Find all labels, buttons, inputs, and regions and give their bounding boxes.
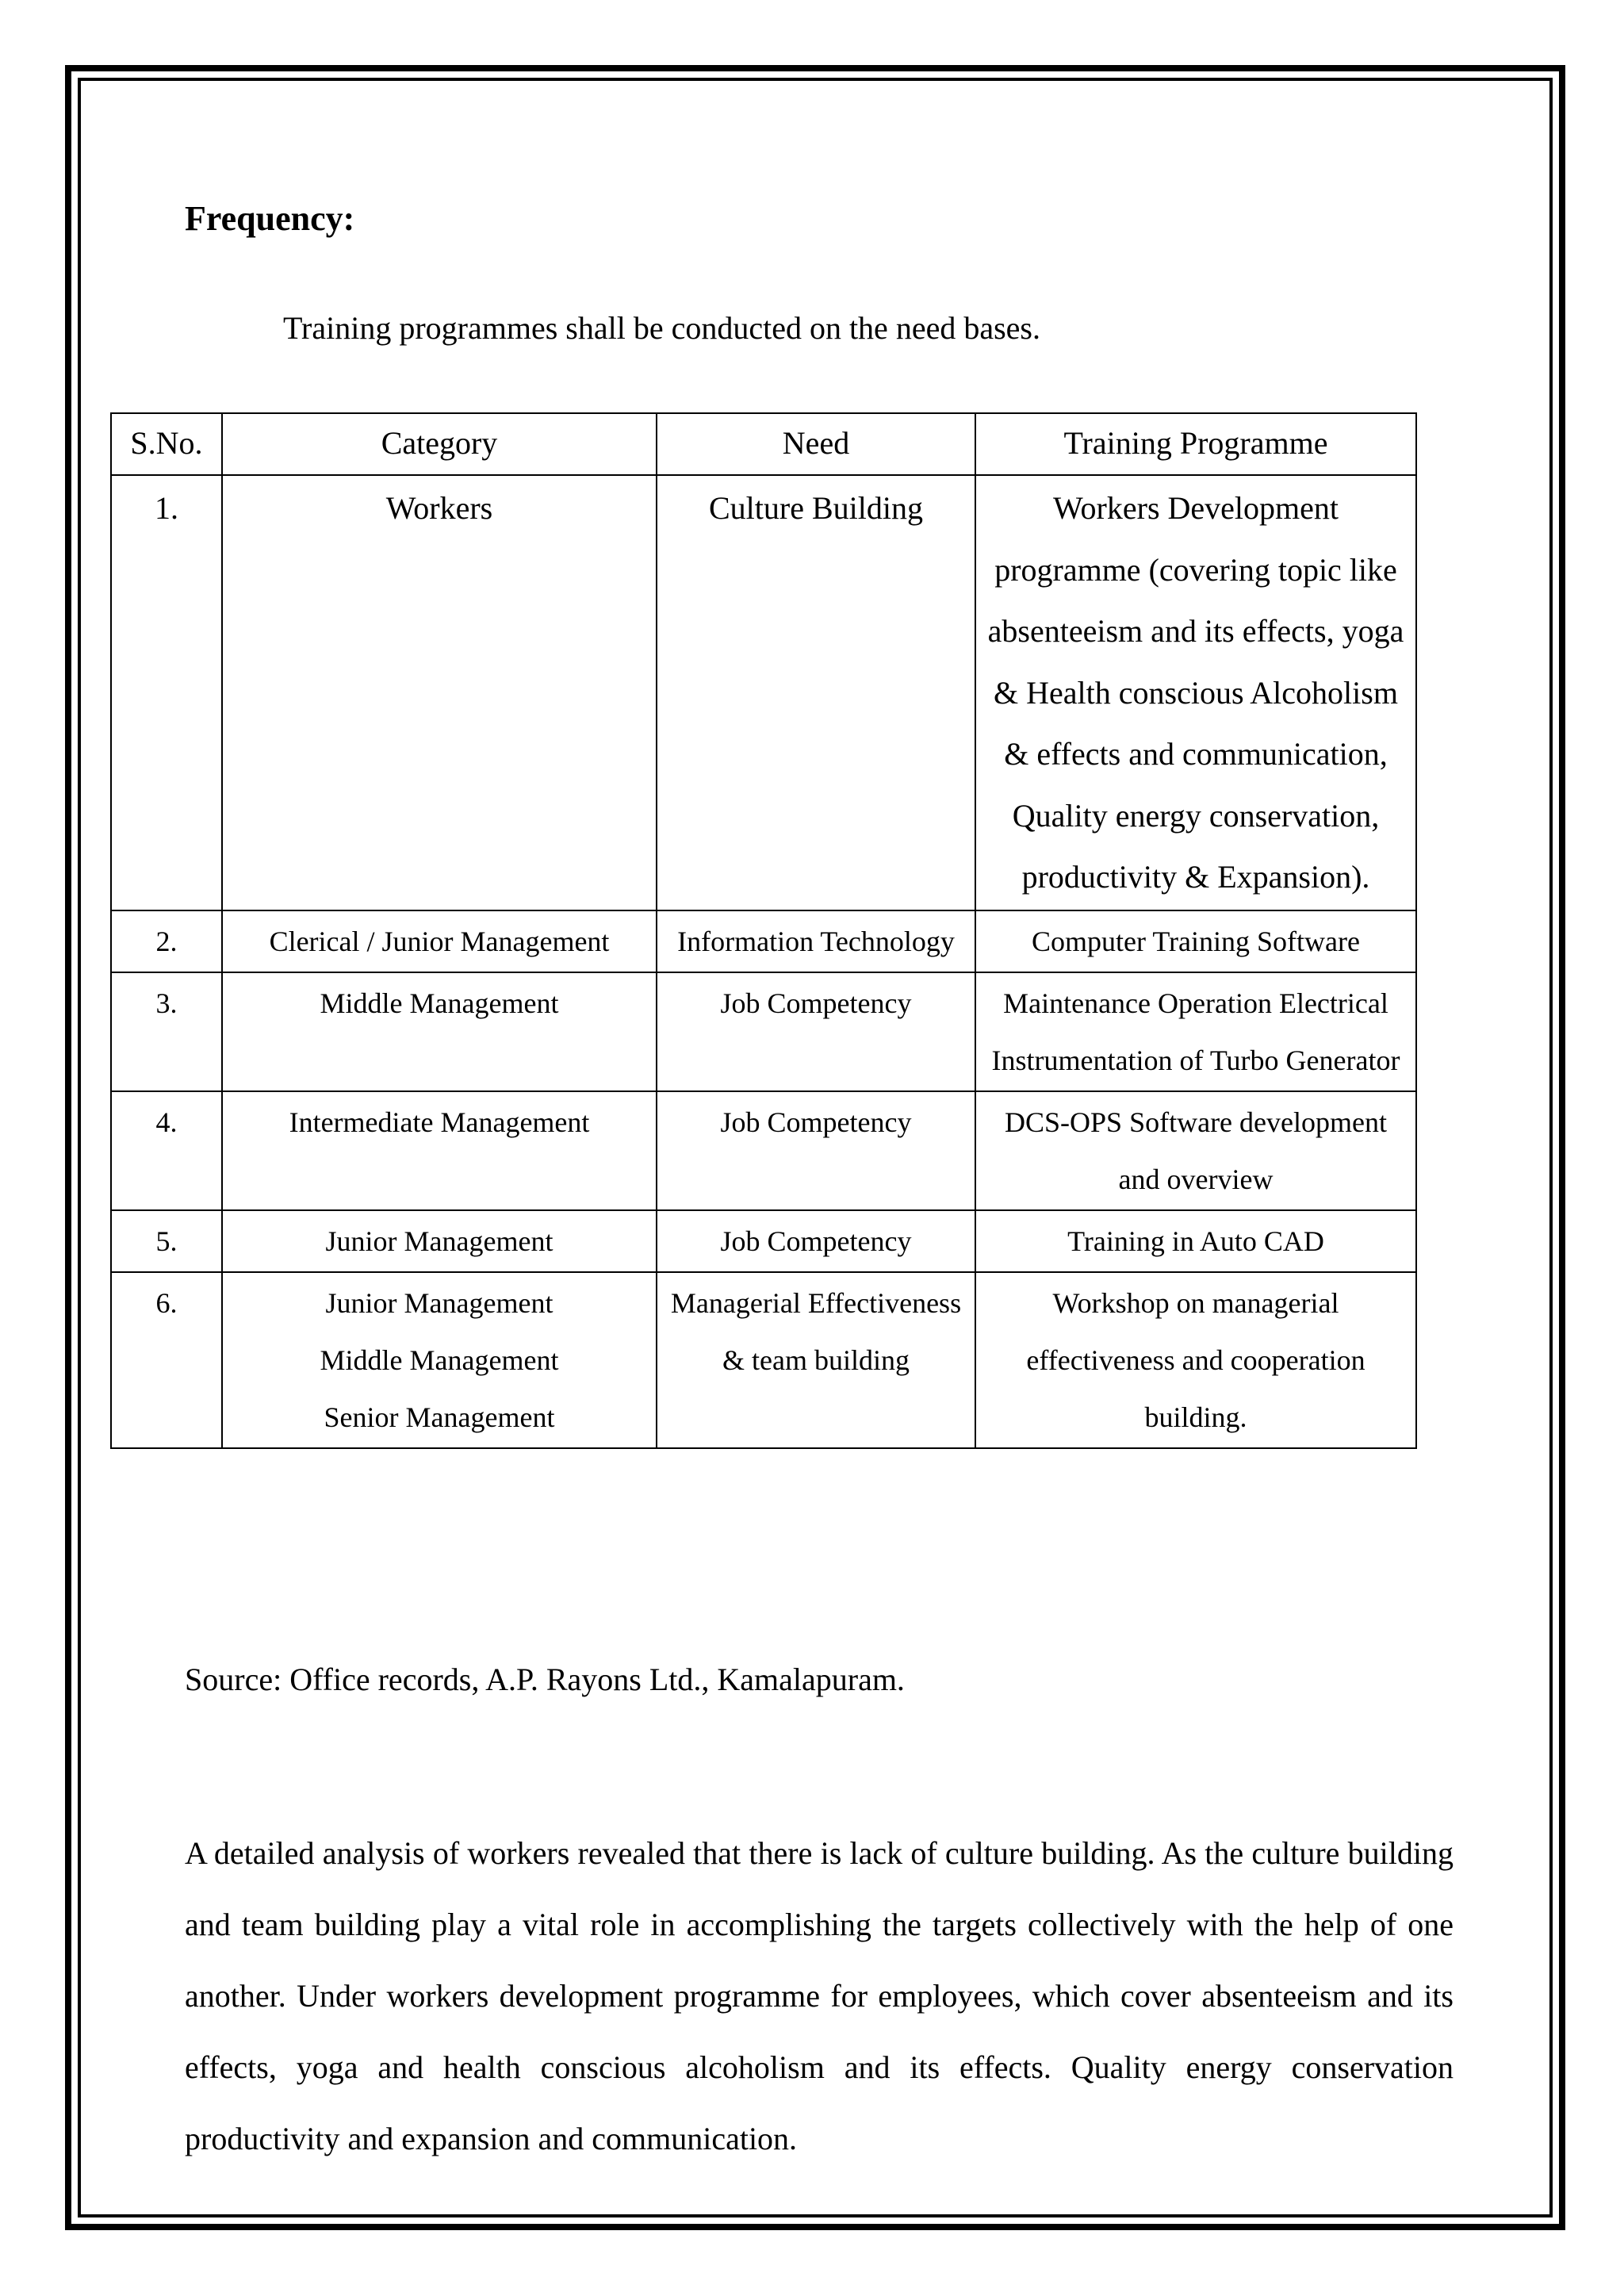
intro-text: Training programmes shall be conducted on the need bases. bbox=[283, 310, 1040, 346]
cell-sno: 6. bbox=[111, 1272, 222, 1448]
table-row bbox=[111, 475, 1416, 910]
table-row bbox=[111, 972, 1416, 1091]
cell-programme: DCS-OPS Software development and overview bbox=[975, 1091, 1416, 1210]
cell-sno: 5. bbox=[111, 1210, 222, 1272]
cell-category: Junior Management bbox=[222, 1210, 657, 1272]
cell-programme: Workshop on managerial effectiveness and cooperation building. bbox=[975, 1272, 1416, 1448]
cell-need: Job Competency bbox=[657, 1210, 975, 1272]
header-need: Need bbox=[657, 413, 975, 475]
header-training-programme: Training Programme bbox=[975, 413, 1416, 475]
cell-category: Junior Management Middle Management Senior Management bbox=[222, 1272, 657, 1448]
cell-sno: 1. bbox=[111, 475, 222, 910]
cell-need: Information Technology bbox=[657, 910, 975, 972]
cell-need: Culture Building bbox=[657, 475, 975, 910]
table-row bbox=[111, 910, 1416, 972]
table-header-row bbox=[111, 413, 1416, 475]
cell-category: Clerical / Junior Management bbox=[222, 910, 657, 972]
cell-need: Managerial Effectiveness & team building bbox=[657, 1272, 975, 1448]
cell-need: Job Competency bbox=[657, 1091, 975, 1210]
cell-sno: 2. bbox=[111, 910, 222, 972]
cell-programme: Workers Development programme (covering topic like absenteeism and its effects, yoga & Health conscious Alcoholism & effects and communication, Quality energy conservation, productivity & Expansion). bbox=[975, 475, 1416, 910]
header-category: Category bbox=[222, 413, 657, 475]
table-row bbox=[111, 1210, 1416, 1272]
cell-sno: 3. bbox=[111, 972, 222, 1091]
cell-category: Workers bbox=[222, 475, 657, 910]
cell-programme: Computer Training Software bbox=[975, 910, 1416, 972]
analysis-paragraph: A detailed analysis of workers revealed that there is lack of culture building. As the culture building and team building play a vital role in accomplishing the targets collectively with the help of one another. Under workers development programme for employees, which cover absenteeism and its effects, yoga and health conscious alcoholism and its effects. Quality energy conservation productivity and expansion and communication. bbox=[185, 1835, 1454, 2156]
table-row bbox=[111, 1091, 1416, 1210]
training-programmes-table bbox=[110, 412, 1417, 1449]
cell-sno: 4. bbox=[111, 1091, 222, 1210]
source-note: Source: Office records, A.P. Rayons Ltd., Kamalapuram. bbox=[185, 1662, 905, 1697]
cell-category: Middle Management bbox=[222, 972, 657, 1091]
cell-programme: Maintenance Operation Electrical Instrumentation of Turbo Generator bbox=[975, 972, 1416, 1091]
section-heading: Frequency: bbox=[185, 199, 355, 238]
table-row bbox=[111, 1272, 1416, 1448]
cell-category: Intermediate Management bbox=[222, 1091, 657, 1210]
cell-need: Job Competency bbox=[657, 972, 975, 1091]
header-sno: S.No. bbox=[111, 413, 222, 475]
cell-programme: Training in Auto CAD bbox=[975, 1210, 1416, 1272]
